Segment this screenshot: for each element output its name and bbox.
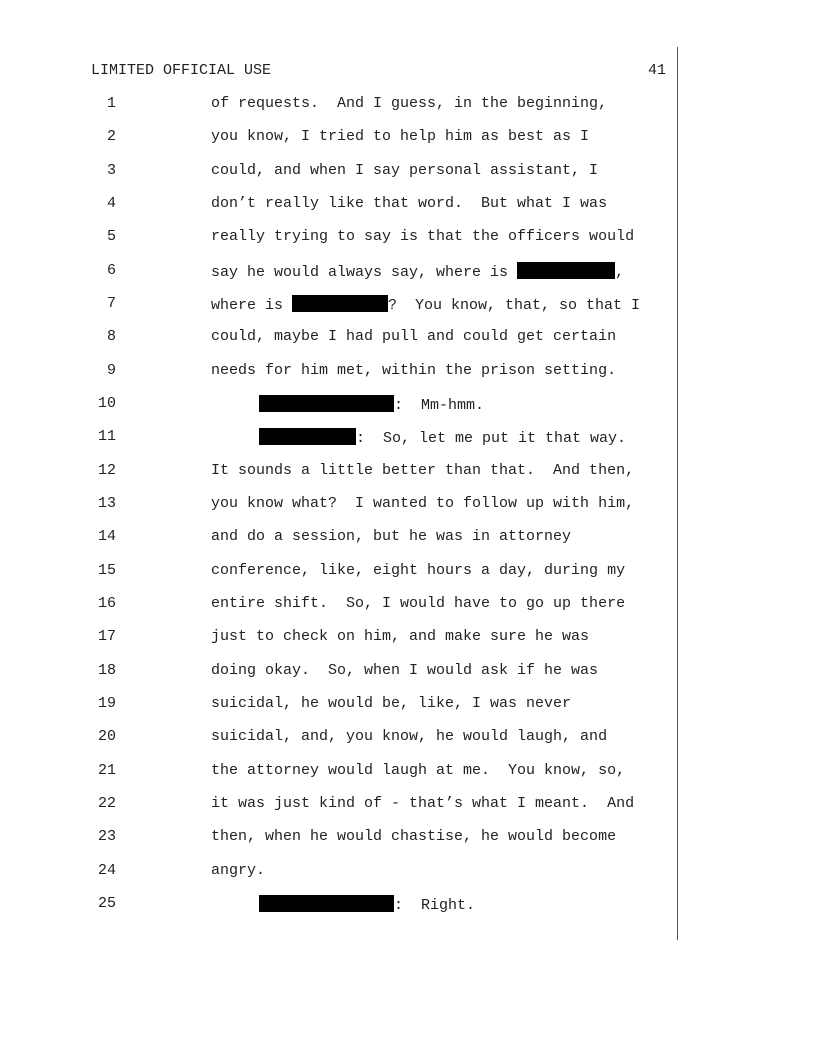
line-number: 10	[97, 395, 116, 412]
line-text: entire shift. So, I would have to go up there	[211, 595, 626, 612]
line-text: really trying to say is that the officers would	[211, 228, 635, 245]
transcript-line	[0, 362, 816, 386]
transcript-line	[0, 228, 816, 252]
line-number: 1	[106, 95, 116, 112]
line-text: needs for him met, within the prison setting.	[211, 362, 617, 379]
transcript-line	[0, 295, 816, 319]
line-text: suicidal, he would be, like, I was never	[211, 695, 572, 712]
line-number: 21	[97, 762, 116, 779]
line-text-after: ,	[615, 264, 625, 281]
line-text: you know what? I wanted to follow up with him,	[211, 495, 635, 512]
transcript-line	[0, 262, 816, 286]
speaker-redaction	[259, 428, 356, 445]
line-number: 20	[97, 728, 116, 745]
line-number: 16	[97, 595, 116, 612]
line-text-after: : Mm-hmm.	[394, 397, 485, 414]
line-number: 11	[97, 428, 116, 445]
line-text	[211, 295, 640, 314]
speaker-redaction	[259, 395, 394, 412]
line-text: It sounds a little better than that. And then,	[211, 462, 635, 479]
line-text: conference, like, eight hours a day, during my	[211, 562, 626, 579]
transcript-line	[0, 328, 816, 352]
line-text	[211, 262, 624, 281]
line-number: 12	[97, 462, 116, 479]
transcript-line	[0, 695, 816, 719]
line-number: 4	[106, 195, 116, 212]
line-text: it was just kind of - that’s what I meant. And	[211, 795, 635, 812]
line-number: 2	[106, 128, 116, 145]
transcript-line	[0, 628, 816, 652]
line-text	[259, 895, 475, 914]
line-number: 7	[106, 295, 116, 312]
line-number: 6	[106, 262, 116, 279]
line-text-after: : So, let me put it that way.	[356, 430, 627, 447]
redaction-block	[517, 262, 615, 279]
transcript-line	[0, 462, 816, 486]
line-text: the attorney would laugh at me. You know, so,	[211, 762, 626, 779]
line-text: could, and when I say personal assistant, I	[211, 162, 599, 179]
transcript-line	[0, 828, 816, 852]
line-text-after: : Right.	[394, 897, 476, 914]
line-text: doing okay. So, when I would ask if he was	[211, 662, 599, 679]
transcript-line	[0, 862, 816, 886]
line-text: suicidal, and, you know, he would laugh, and	[211, 728, 608, 745]
line-text: don’t really like that word. But what I was	[211, 195, 608, 212]
line-text: you know, I tried to help him as best as I	[211, 128, 590, 145]
line-text: and do a session, but he was in attorney	[211, 528, 572, 545]
transcript-line	[0, 428, 816, 452]
speaker-redaction	[259, 895, 394, 912]
line-text	[259, 428, 626, 447]
line-text: of requests. And I guess, in the beginning,	[211, 95, 608, 112]
transcript-line	[0, 595, 816, 619]
line-number: 18	[97, 662, 116, 679]
transcript-line	[0, 562, 816, 586]
line-number: 17	[97, 628, 116, 645]
line-number: 3	[106, 162, 116, 179]
line-number: 9	[106, 362, 116, 379]
transcript-line	[0, 495, 816, 519]
transcript-line	[0, 95, 816, 119]
transcript-line	[0, 162, 816, 186]
line-text: just to check on him, and make sure he was	[211, 628, 590, 645]
redaction-block	[292, 295, 388, 312]
classification-header: LIMITED OFFICIAL USE	[91, 62, 272, 79]
transcript-line	[0, 795, 816, 819]
line-number: 15	[97, 562, 116, 579]
transcript-line	[0, 195, 816, 219]
line-number: 13	[97, 495, 116, 512]
transcript-line	[0, 895, 816, 919]
line-number: 23	[97, 828, 116, 845]
line-text-before: where is	[211, 297, 293, 314]
line-text-before: say he would always say, where is	[211, 264, 518, 281]
line-number: 25	[97, 895, 116, 912]
transcript-line	[0, 662, 816, 686]
line-text	[259, 395, 484, 414]
line-number: 5	[106, 228, 116, 245]
page-number: 41	[648, 62, 667, 79]
line-text: angry.	[211, 862, 266, 879]
line-number: 22	[97, 795, 116, 812]
transcript-line	[0, 762, 816, 786]
transcript-line	[0, 528, 816, 552]
transcript-line	[0, 728, 816, 752]
transcript-line	[0, 128, 816, 152]
line-text: could, maybe I had pull and could get certain	[211, 328, 617, 345]
line-text: then, when he would chastise, he would become	[211, 828, 617, 845]
line-number: 19	[97, 695, 116, 712]
line-text-after: ? You know, that, so that I	[388, 297, 641, 314]
line-number: 14	[97, 528, 116, 545]
line-number: 8	[106, 328, 116, 345]
line-number: 24	[97, 862, 116, 879]
transcript-line	[0, 395, 816, 419]
